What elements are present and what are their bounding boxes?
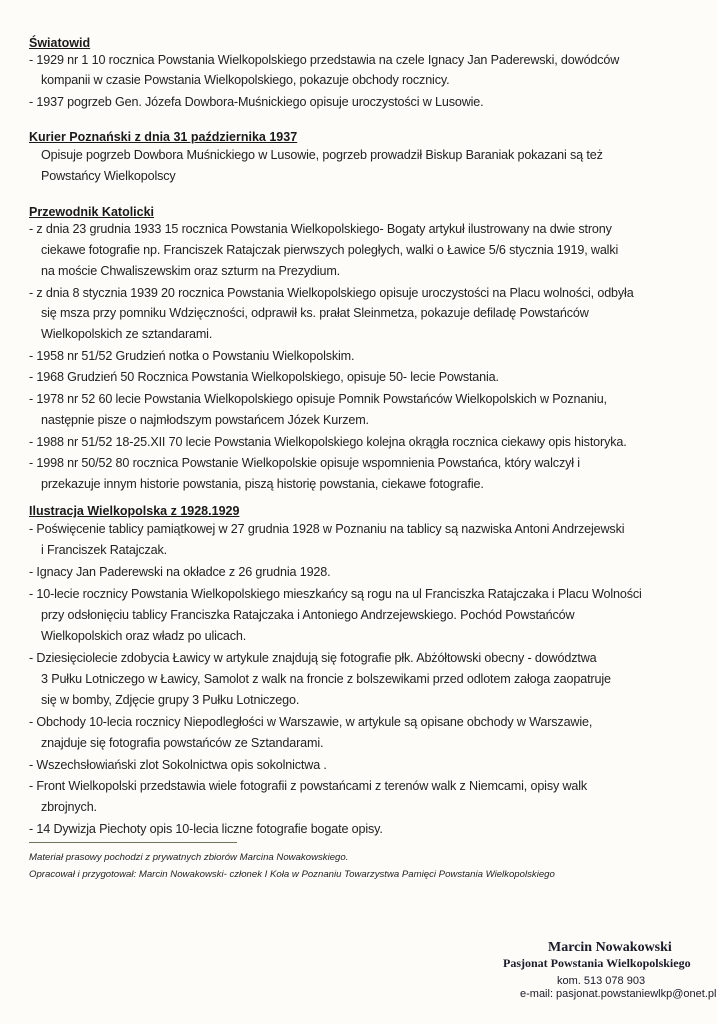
list-item-continuation: znajduje się fotografia powstańców ze Sztandarami. [41,736,324,750]
list-item: - 1978 nr 52 60 lecie Powstania Wielkopolskiego opisuje Pomnik Powstańców Wielkopolskich w Poznaniu, [29,392,607,406]
section-title-swiatowid: Światowid [29,36,91,50]
list-item-continuation: Wielkopolskich ze sztandarami. [41,327,213,341]
paragraph-line: Powstańcy Wielkopolscy [41,169,176,183]
footnote-divider [29,842,237,843]
list-item-continuation: 3 Pułku Lotniczego w Ławicy, Samolot z walk na froncie z bolszewikami przed odlotem załoga zaopatruje [41,672,611,686]
list-item-continuation: się msza przy pomniku Wdzięczności, odprawił ks. prałat Sleinmetza, pokazuje defiladę Powstańców [41,306,589,320]
list-item-continuation: na moście Chwaliszewskim oraz szturm na Prezydium. [41,264,341,278]
stamp-phone: kom. 513 078 903 [557,975,646,987]
stamp-role: Pasjonat Powstania Wielkopolskiego [503,956,691,970]
list-item-continuation: zbrojnych. [41,800,97,814]
list-item: - 1937 pogrzeb Gen. Józefa Dowbora-Muśnickiego opisuje uroczystości w Lusowie. [29,95,484,109]
list-item: - Poświęcenie tablicy pamiątkowej w 27 grudnia 1928 w Poznaniu na tablicy są nazwiska Antoni Andrzejewski [29,522,625,536]
list-item: - 1988 nr 51/52 18-25.XII 70 lecie Powstania Wielkopolskiego kolejna okrągła rocznica ciekawy opis historyka. [29,435,627,449]
stamp-email: e-mail: pasjonat.powstaniewlkp@onet.pl [520,988,717,1000]
list-item: - 1929 nr 1 10 rocznica Powstania Wielkopolskiego przedstawia na czele Ignacy Jan Paderewski, dowódców [29,53,620,67]
section-title-ilustracja-wielkopolska: Ilustracja Wielkopolska z 1928.1929 [29,504,240,518]
paragraph-line: Opisuje pogrzeb Dowbora Muśnickiego w Lusowie, pogrzeb prowadził Biskup Baraniak pokazani są też [41,148,603,162]
section-title-przewodnik-katolicki: Przewodnik Katolicki [29,205,155,219]
list-item-continuation: kompanii w czasie Powstania Wielkopolskiego, pokazuje obchody rocznicy. [41,73,450,87]
section-title-kurier-poznanski: Kurier Poznański z dnia 31 października 1937 [29,130,298,144]
list-item: - 1958 nr 51/52 Grudzień notka o Powstaniu Wielkopolskim. [29,349,355,363]
list-item-continuation: ciekawe fotografie np. Franciszek Ratajczak pierwszych poległych, walki o Ławice 5/6 stycznia 1919, walki [41,243,619,257]
list-item: - Dziesięciolecie zdobycia Ławicy w artykule znajdują się fotografie płk. Abżółtowski obecny - dowództwa [29,651,597,665]
list-item: - Ignacy Jan Paderewski na okładce z 26 grudnia 1928. [29,565,331,579]
footnote-author: Opracował i przygotował: Marcin Nowakowski- członek I Koła w Poznaniu Towarzystwa Pamięci Powstania Wielkopolskiego [29,869,555,880]
list-item: - Front Wielkopolski przedstawia wiele fotografii z powstańcami z terenów walk z Niemcami, opisy walk [29,779,588,793]
list-item-continuation: Wielkopolskich oraz władz po ulicach. [41,629,247,643]
list-item-continuation: się w bomby, Zdjęcie grupy 3 Pułku Lotniczego. [41,693,300,707]
list-item: - z dnia 23 grudnia 1933 15 rocznica Powstania Wielkopolskiego- Bogaty artykuł ilustrowany na dwie strony [29,222,612,236]
list-item: - 14 Dywizja Piechoty opis 10-lecia liczne fotografie bogate opisy. [29,822,383,836]
list-item: - Obchody 10-lecia rocznicy Niepodległości w Warszawie, w artykule są opisane obchody w Warszawie, [29,715,593,729]
list-item-continuation: przekazuje innym historie powstania, piszą historię powstania, ciekawe fotografie. [41,477,484,491]
author-stamp [500,940,717,1020]
list-item-continuation: następnie pisze o najmłodszym powstańcem Józek Kurzem. [41,413,369,427]
footnote-source: Materiał prasowy pochodzi z prywatnych zbiorów Marcina Nowakowskiego. [29,852,349,863]
list-item-continuation: i Franciszek Ratajczak. [41,543,168,557]
list-item-continuation: przy odsłonięciu tablicy Franciszka Ratajczaka i Antoniego Andrzejewskiego. Pochód Powstańców [41,608,575,622]
list-item: - 1998 nr 50/52 80 rocznica Powstanie Wielkopolskie opisuje wspomnienia Powstańca, który walczył i [29,456,580,470]
list-item: - 1968 Grudzień 50 Rocznica Powstania Wielkopolskiego, opisuje 50- lecie Powstania. [29,370,499,384]
list-item: - Wszechsłowiański zlot Sokolnictwa opis sokolnictwa . [29,758,327,772]
list-item: - z dnia 8 stycznia 1939 20 rocznica Powstania Wielkopolskiego opisuje uroczystości na Placu wolności, odbyła [29,286,634,300]
stamp-name: Marcin Nowakowski [548,940,672,955]
list-item: - 10-lecie rocznicy Powstania Wielkopolskiego mieszkańcy są rogu na ul Franciszka Ratajczaka i Placu Wolności [29,587,642,601]
